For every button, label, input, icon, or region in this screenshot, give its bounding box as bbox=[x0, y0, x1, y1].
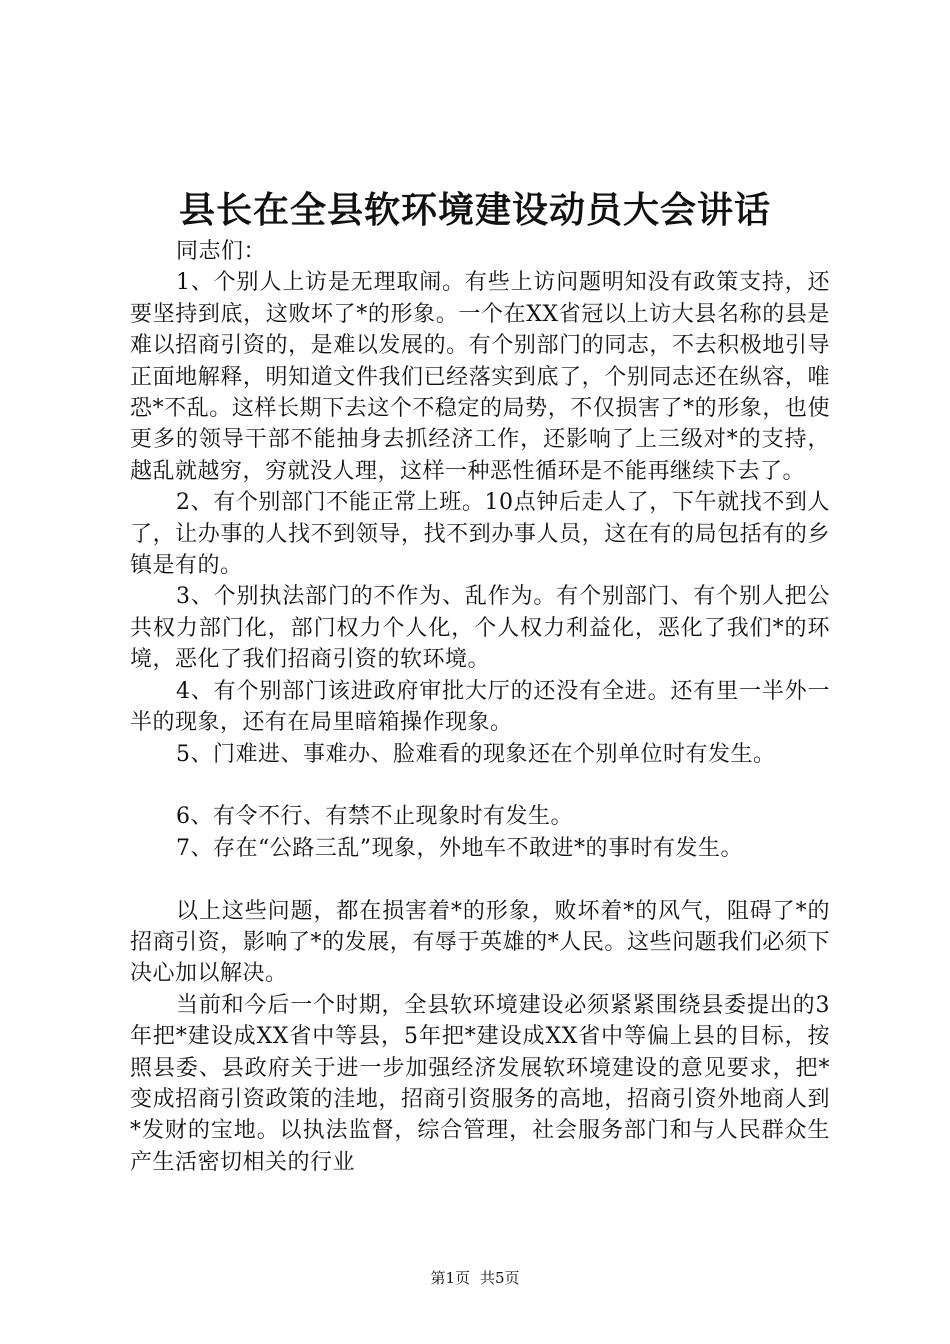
paragraph-item-1: 1、个别人上访是无理取闹。有些上访问题明知没有政策支持，还要坚持到底，这败坏了*的形象。一个在XX省冠以上访大县名称的县是难以招商引资的，是难以发展的。有个别部门的同志，不去积极地引导正面地解释，明知道文件我们已经落实到底了，个别同志还在纵容，唯恐*不乱。这样长期下去这个不稳定的局势，不仅损害了*的形象，也使更多的领导干部不能抽身去抓经济工作，还影响了上三级对*的支持，越乱就越穷，穷就没人理，这样一种恶性循环是不能再继续下去了。 bbox=[130, 270, 830, 484]
page-number: 第1页 bbox=[430, 1269, 470, 1287]
paragraph-summary: 以上这些问题，都在损害着*的形象，败坏着*的风气，阻碍了*的招商引资，影响了*的发展，有辱于英雄的*人民。这些问题我们必须下决心加以解决。 bbox=[130, 898, 830, 987]
page-total: 共5页 bbox=[480, 1269, 520, 1287]
paragraph-item-7: 7、存在“公路三乱”现象，外地车不敢进*的事时有发生。 bbox=[176, 835, 743, 861]
paragraph-goals: 当前和今后一个时期，全县软环境建设必须紧紧围绕县委提出的3年把*建设成XX省中等县，5年把*建设成XX省中等偏上县的目标，按照县委、县政府关于进一步加强经济发展软环境建设的意见要求，把*变成招商引资政策的洼地，招商引资服务的高地，招商引资外地商人到*发财的宝地。以执法监督，综合管理，社会服务部门和与人民群众生产生活密切相关的行业 bbox=[130, 992, 830, 1175]
document-title: 县长在全县软环境建设动员大会讲话 bbox=[178, 189, 771, 231]
paragraph-item-4: 4、有个别部门该进政府审批大厅的还没有全进。还有里一半外一半的现象，还有在局里暗箱操作现象。 bbox=[130, 678, 830, 736]
paragraph-item-2: 2、有个别部门不能正常上班。10点钟后走人了，下午就找不到人了，让办事的人找不到领导，找不到办事人员，这在有的局包括有的乡镇是有的。 bbox=[130, 490, 830, 579]
page-footer bbox=[0, 1268, 950, 1288]
salutation: 同志们： bbox=[176, 239, 267, 264]
paragraph-item-6: 6、有令不行、有禁不止现象时有发生。 bbox=[176, 804, 573, 830]
paragraph-item-5: 5、门难进、事难办、脸难看的现象还在个别单位时有发生。 bbox=[176, 741, 776, 767]
document-body bbox=[130, 236, 830, 1178]
paragraph-item-3: 3、个别执法部门的不作为、乱作为。有个别部门、有个别人把公共权力部门化，部门权力个人化，个人权力利益化，恶化了我们*的环境，恶化了我们招商引资的软环境。 bbox=[130, 584, 830, 673]
